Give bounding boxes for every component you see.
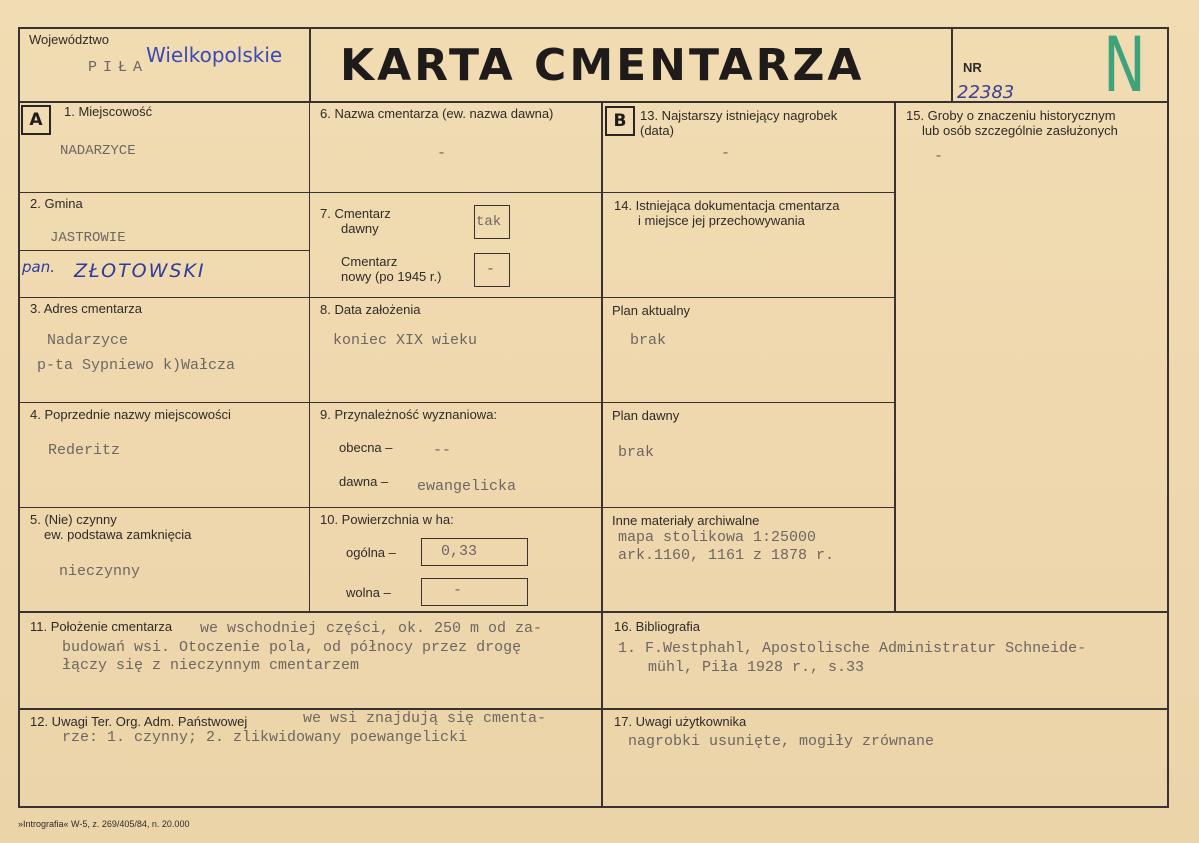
row-line-3 — [18, 402, 894, 403]
field-13-label-1: 13. Najstarszy istniejący nagrobek — [640, 108, 838, 123]
field-8-value: koniec XIX wieku — [333, 332, 478, 349]
field-17-value: nagrobki usunięte, mogiły zrównane — [628, 733, 935, 750]
gmina-underline — [18, 250, 309, 251]
field-11-line1: we wschodniej części, ok. 250 m od za- — [200, 620, 543, 637]
frame-top — [18, 27, 1169, 29]
archives-label: Inne materiały archiwalne — [612, 513, 760, 528]
plan-current-value: brak — [630, 332, 667, 349]
field-12-label: 12. Uwagi Ter. Org. Adm. Państwowej — [30, 714, 248, 729]
archives-line2: ark.1160, 1161 z 1878 r. — [618, 547, 835, 564]
field-3-label: 3. Adres cmentarza — [30, 301, 142, 316]
field-10-total-value: 0,33 — [441, 543, 478, 560]
field-6-label: 6. Nazwa cmentarza (ew. nazwa dawna) — [320, 106, 554, 121]
field-10-free-box — [421, 578, 528, 606]
row-line-6 — [18, 708, 1169, 710]
field-10-label: 10. Powierzchnia w ha: — [320, 512, 454, 527]
field-2-label: 2. Gmina — [30, 196, 83, 211]
field-15-label-1: 15. Groby o znaczeniu historycznym — [906, 108, 1116, 123]
field-5-label-1: 5. (Nie) czynny — [30, 512, 117, 527]
field-15-value: - — [934, 148, 944, 165]
frame-left — [18, 27, 20, 807]
field-1-value: NADARZYCE — [60, 143, 136, 159]
field-7-new-value: - — [486, 261, 496, 278]
field-12-line2: rze: 1. czynny; 2. zlikwidowany poewangelicki — [62, 729, 468, 746]
field-15-label-2: lub osób szczególnie zasłużonych — [922, 123, 1118, 138]
row-line-4 — [18, 507, 894, 508]
field-16-line1: 1. F.Westphahl, Apostolische Administratur Schneide- — [618, 640, 1087, 657]
col-line-1 — [309, 101, 310, 612]
printer-footer: »Intrografia« W-5, z. 269/405/84, n. 20.000 — [18, 819, 190, 829]
field-13-label-2: (data) — [640, 123, 674, 138]
field-11-line3: łączy się z nieczynnym cmentarzem — [62, 657, 360, 674]
field-2-handwritten-prefix: pan. — [22, 258, 55, 276]
field-7-new-label-1: Cmentarz — [341, 254, 398, 269]
frame-bottom — [18, 806, 1169, 808]
field-6-value: - — [437, 145, 447, 162]
field-17-label: 17. Uwagi użytkownika — [614, 714, 747, 729]
field-13-value: - — [721, 145, 731, 162]
field-1-label: 1. Miejscowość — [64, 104, 153, 119]
nr-label: NR — [963, 60, 982, 75]
field-10-total-label: ogólna – — [346, 545, 396, 560]
field-3-line2: p-ta Sypniewo k)Wałcza — [37, 357, 236, 374]
field-12-line1: we wsi znajdują się cmenta- — [303, 710, 547, 727]
field-2-handwritten: ZŁOTOWSKI — [74, 260, 206, 282]
field-9-current-label: obecna – — [339, 440, 393, 455]
wojewodztwo-stamp: Wielkopolskie — [146, 43, 283, 67]
field-10-free-value: - — [453, 582, 463, 599]
card-title: KARTA CMENTARZA — [340, 40, 865, 91]
row-line-2 — [18, 297, 894, 298]
nr-value: 22383 — [957, 82, 1015, 103]
field-11-label: 11. Położenie cmentarza — [30, 619, 173, 634]
field-7-old-value: tak — [476, 214, 502, 230]
field-9-current-value: -- — [433, 442, 452, 459]
field-7-new-label-2: nowy (po 1945 r.) — [341, 269, 442, 284]
field-10-free-label: wolna – — [346, 585, 391, 600]
field-9-label: 9. Przynależność wyznaniowa: — [320, 407, 498, 422]
row-line-5 — [18, 611, 1169, 613]
field-14-label-1: 14. Istniejąca dokumentacja cmentarza — [614, 198, 840, 213]
field-4-value: Rederitz — [48, 442, 121, 459]
field-8-label: 8. Data założenia — [320, 302, 421, 317]
section-a-marker: A — [21, 105, 51, 135]
header-vline-2 — [951, 27, 953, 103]
field-4-label: 4. Poprzednie nazwy miejscowości — [30, 407, 231, 422]
plan-former-label: Plan dawny — [612, 408, 680, 423]
field-3-line1: Nadarzyce — [47, 332, 129, 349]
plan-current-label: Plan aktualny — [612, 303, 691, 318]
field-16-line2: mühl, Piła 1928 r., s.33 — [648, 659, 865, 676]
col-line-3 — [894, 101, 896, 612]
nr-mark: N — [1103, 20, 1146, 109]
field-9-former-label: dawna – — [339, 474, 389, 489]
field-9-former-value: ewangelicka — [417, 478, 517, 495]
field-5-label-2: ew. podstawa zamknięcia — [44, 527, 192, 542]
row-line-1 — [18, 192, 894, 193]
field-7-old-label-2: dawny — [341, 221, 379, 236]
plan-former-value: brak — [618, 444, 655, 461]
wojewodztwo-label: Województwo — [29, 32, 109, 47]
archives-line1: mapa stolikowa 1:25000 — [618, 529, 817, 546]
field-5-value: nieczynny — [59, 563, 141, 580]
field-2-value: JASTROWIE — [50, 230, 126, 246]
field-16-label: 16. Bibliografia — [614, 619, 700, 634]
header-vline-1 — [309, 27, 311, 103]
field-11-line2: budowań wsi. Otoczenie pola, od północy przez drogę — [62, 639, 522, 656]
section-b-marker: B — [605, 106, 635, 136]
field-7-old-label-1: 7. Cmentarz — [320, 206, 391, 221]
col-line-2 — [601, 101, 603, 806]
field-14-label-2: i miejsce jej przechowywania — [638, 213, 805, 228]
wojewodztwo-typed: PIŁA — [88, 59, 149, 76]
frame-right — [1167, 27, 1169, 807]
